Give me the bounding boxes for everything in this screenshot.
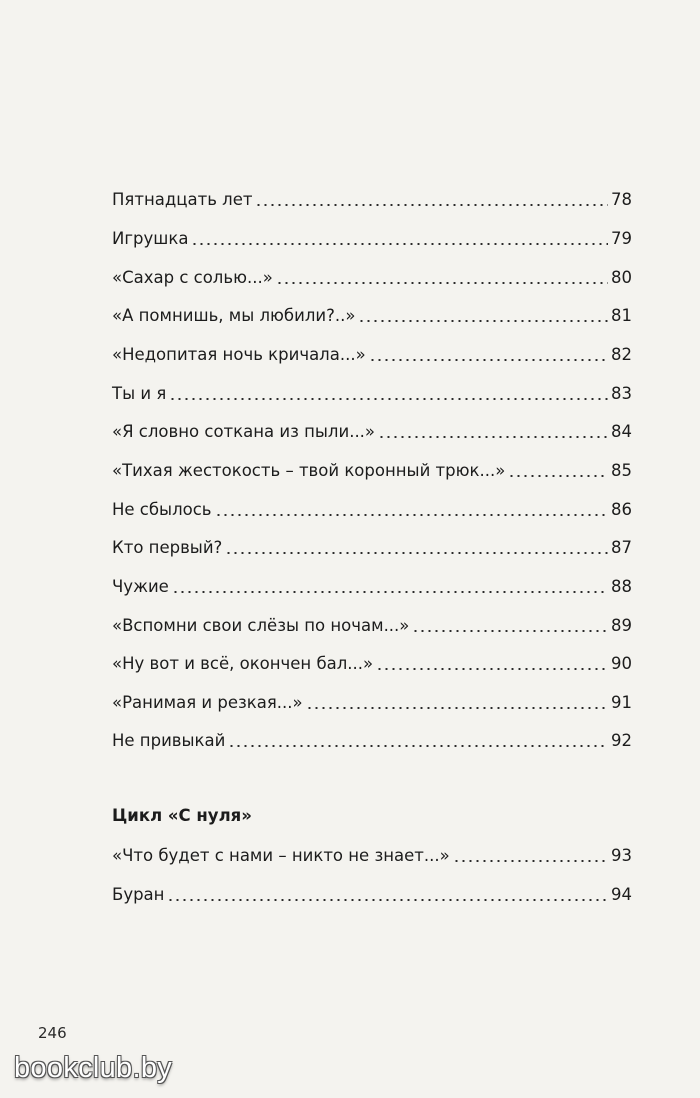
dot-leader [358,320,608,322]
toc-entry-title: «Сахар с солью...» [112,268,273,287]
toc-entry-page: 85 [611,461,632,480]
toc-entry-title: Ты и я [112,384,167,403]
toc-entry-page: 82 [611,345,632,364]
toc-entry-page: 92 [611,731,632,750]
dot-leader [191,243,608,245]
dot-leader [508,475,608,477]
dot-leader [169,398,608,400]
toc-entry [112,341,632,365]
toc-entry-page: 88 [611,577,632,596]
toc-entry-title: «Недопитая ночь кричала...» [112,345,366,364]
toc-entry-page: 90 [611,654,632,673]
toc-entry-title: «Ранимая и резкая...» [112,693,303,712]
toc-entry [112,842,632,866]
toc-entry [112,457,632,481]
toc-entry-page: 81 [611,306,632,325]
dot-leader [453,860,608,862]
dot-leader [276,282,608,284]
toc-entry-title: Буран [112,885,165,904]
dot-leader [225,552,608,554]
toc-entry [112,650,632,674]
dot-leader [228,745,608,747]
toc-entry-title: Не привыкай [112,731,226,750]
toc-entry-title: Не сбылось [112,500,212,519]
toc-entry [112,689,632,713]
toc-entry-title: «Что будет с нами – никто не знает...» [112,846,450,865]
dot-leader [167,899,608,901]
toc-entry [112,881,632,905]
toc-entry-title: Чужие [112,577,169,596]
toc-entry-page: 83 [611,384,632,403]
toc-entry [112,186,632,210]
dot-leader [378,436,608,438]
toc-entry-title: Игрушка [112,229,189,248]
toc-entry-title: «Я словно соткана из пыли...» [112,422,376,441]
toc-entry-page: 91 [611,693,632,712]
dot-leader [412,630,608,632]
section-heading: Цикл «С нуля» [112,806,252,825]
toc-entry-title: «Вспомни свои слёзы по ночам...» [112,616,410,635]
page-number: 246 [38,1024,67,1042]
toc-entry [112,496,632,520]
toc-entry [112,264,632,288]
toc-entry-page: 94 [611,885,632,904]
toc-entry [112,380,632,404]
dot-leader [376,668,608,670]
toc-entry [112,225,632,249]
toc-entry-title: Пятнадцать лет [112,190,253,209]
toc-entry [112,573,632,597]
toc-entry [112,418,632,442]
toc-entry-page: 87 [611,538,632,557]
toc-entry-title: «Тихая жестокость – твой коронный трюк...» [112,461,506,480]
dot-leader [215,514,608,516]
toc-entry [112,302,632,326]
toc-entry [112,727,632,751]
dot-leader [306,707,608,709]
toc-entry-page: 78 [611,190,632,209]
toc-entry-page: 93 [611,846,632,865]
toc-entry-page: 84 [611,422,632,441]
toc-entry [112,612,632,636]
dot-leader [172,591,608,593]
toc-entry-title: Кто первый? [112,538,223,557]
dot-leader [255,204,608,206]
toc-entry-title: «Ну вот и всё, окончен бал...» [112,654,374,673]
toc-entry-page: 80 [611,268,632,287]
toc-entry [112,534,632,558]
toc-entry-page: 89 [611,616,632,635]
toc-entry-page: 86 [611,500,632,519]
toc-entry-title: «А помнишь, мы любили?..» [112,306,356,325]
toc-entry-page: 79 [611,229,632,248]
dot-leader [369,359,608,361]
watermark: bookclub.by [14,1052,173,1084]
